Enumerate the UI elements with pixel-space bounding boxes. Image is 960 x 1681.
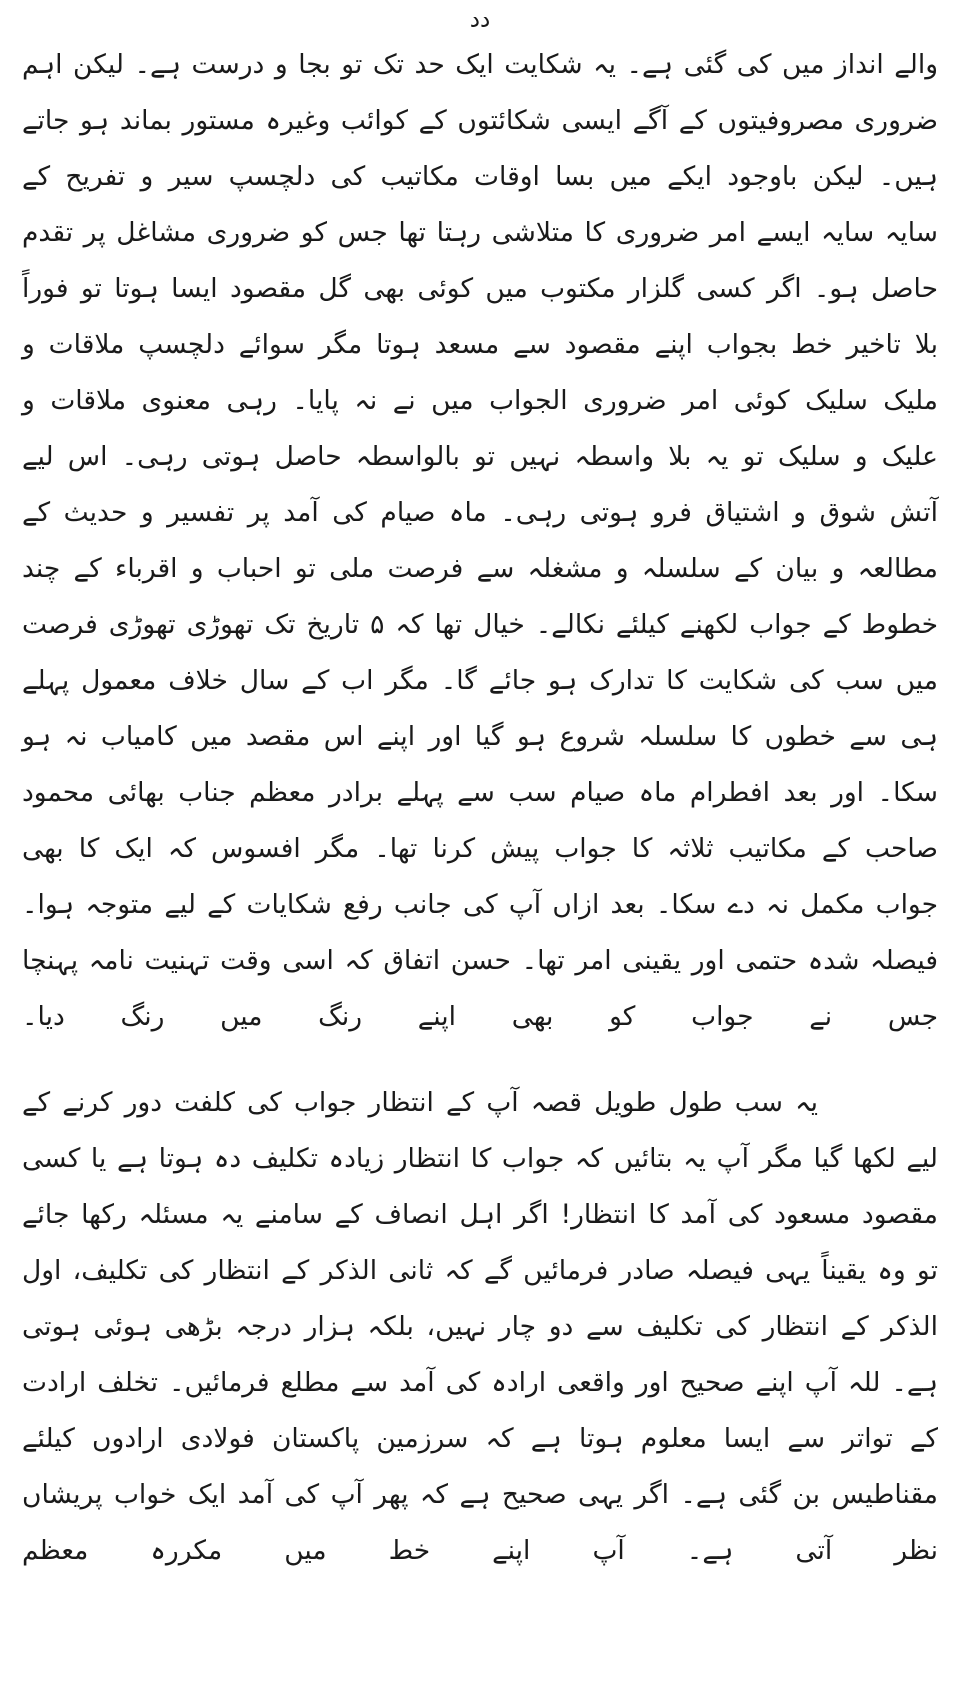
page-header: دد — [469, 7, 491, 33]
paragraph-1: والے انداز میں کی گئی ہے۔ یہ شکایت ایک حد تک تو بجا و درست ہے۔ لیکن اہم ضروری مصروفیتوں کے آگے ایسی شکائتوں کے کوائب وغیرہ مستور بماند ہو جاتے ہیں۔ لیکن باوجود ایکے میں بسا اوقات مکاتیب کی دلچسپ سیر و تفریح کے سایہ سایہ ایسے امر ضروری کا متلاشی رہتا تھا جس کو ضروری مشاغل پر تقدم حاصل ہو۔ اگر کسی گلزار مکتوب میں کوئی بھی گل مقصود ایسا ہوتا تو فوراً بلا تاخیر خط بجواب اپنے مقصود سے مسعد ہوتا مگر سوائے دلچسپ ملاقات و ملیک سلیک کوئی امر ضروری الجواب میں نے نہ پایا۔ رہی معنوی ملاقات و علیک و سلیک تو یہ بلا واسطہ نہیں تو بالواسطہ حاصل ہوتی رہی۔ اس لیے آتش شوق و اشتیاق فرو ہوتی رہی۔ ماہ صیام کی آمد پر تفسیر و حدیث کے مطالعہ و بیان کے سلسلہ و مشغلہ سے فرصت ملی تو احباب و اقرباء کے چند خطوط کے جواب لکھنے کیلئے نکالے۔ خیال تھا کہ ۵ تاریخ تک تھوڑی تھوڑی فرصت میں سب کی شکایت کا تدارک ہو جائے گا۔ مگر اب کے سال خلاف معمول پہلے ہی سے خطوں کا سلسلہ شروع ہو گیا اور اپنے اس مقصد میں کامیاب نہ ہو سکا۔ اور بعد افطرام ماہ صیام سب سے پہلے برادر معظم جناب بھائی محمود صاحب کے مکاتیب ثلاثہ کا جواب پیش کرنا تھا۔ مگر افسوس کہ ایک کا بھی جواب مکمل نہ دے سکا۔ بعد ازاں آپ کی جانب رفع شکایات کے لیے متوجہ ہوا۔ فیصلہ شدہ حتمی اور یقینی امر تھا۔ حسن اتفاق کہ اسی وقت تہنیت نامہ پہنچا جس نے جواب کو بھی اپنے رنگ میں رنگ دیا۔ — [22, 49, 938, 1033]
document-body — [22, 37, 938, 1579]
paragraph-2: یہ سب طول طویل قصہ آپ کے انتظار جواب کی کلفت دور کرنے کے لیے لکھا گیا مگر آپ یہ بتائیں کہ جواب کا انتظار زیادہ تکلیف دہ ہوتا ہے یا کسی مقصود مسعود کی آمد کا انتظار! اگر اہل انصاف کے سامنے یہ مسئلہ رکھا جائے تو وہ یقیناً یہی فیصلہ صادر فرمائیں گے کہ ثانی الذکر کے انتظار کی تکلیف، اول الذکر کے انتظار کی تکلیف سے دو چار نہیں، بلکہ ہزار درجہ بڑھی ہوئی ہوتی ہے۔ للہ آپ اپنے صحیح اور واقعی ارادہ کی آمد سے مطلع فرمائیں۔ تخلف ارادت کے تواتر سے ایسا معلوم ہوتا ہے کہ سرزمین پاکستان فولادی ارادوں کیلئے مقناطیس بن گئی ہے۔ اگر یہی صحیح ہے کہ پھر آپ کی آمد ایک خواب پریشاں نظر آتی ہے۔ آپ اپنے خط میں مکررہ معظم — [22, 1087, 938, 1567]
